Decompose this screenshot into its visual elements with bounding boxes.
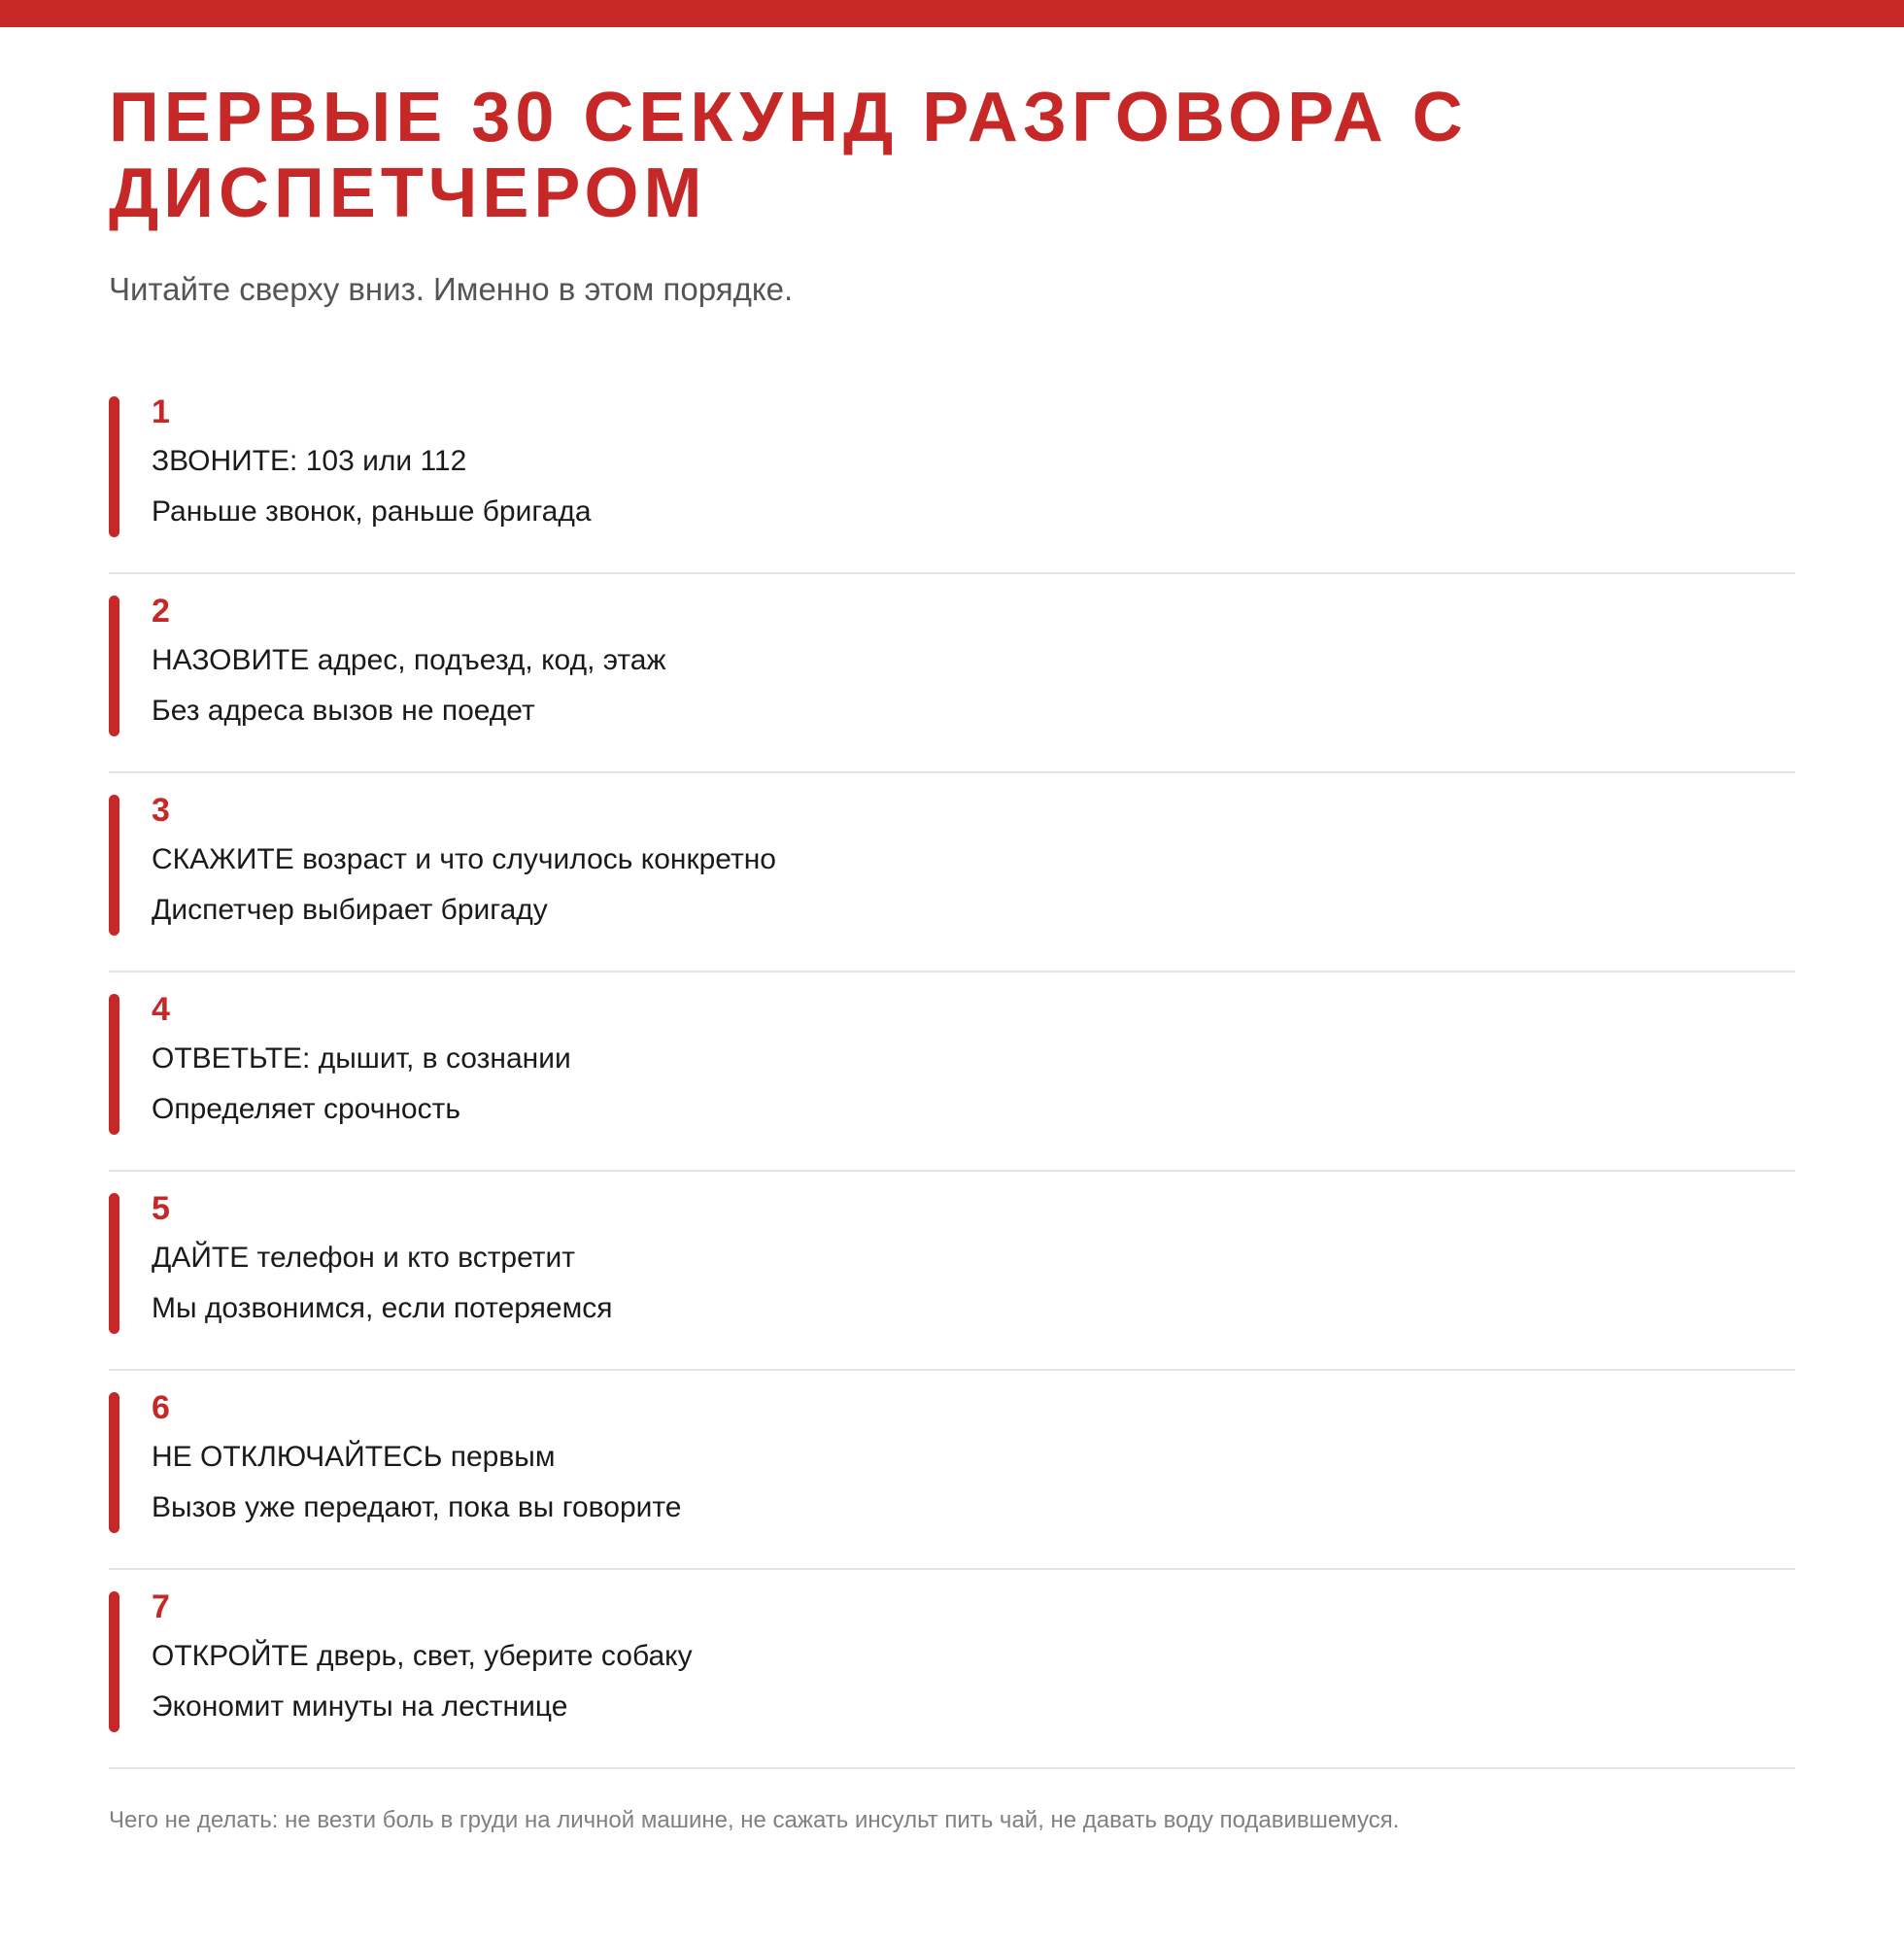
step-number: 3 (152, 792, 170, 829)
footnote-warning: Чего не делать: не везти боль в груди на личной машине, не сажать инсульт пить чай, не давать воду подавившемуся. (109, 1807, 1400, 1833)
step-accent-bar (109, 1591, 119, 1732)
step-reason: Экономит минуты на лестнице (152, 1690, 568, 1723)
step-item (109, 574, 1795, 773)
step-action: НАЗОВИТЕ адрес, подъезд, код, этаж (152, 644, 666, 676)
step-number: 4 (152, 991, 170, 1028)
step-number: 7 (152, 1588, 170, 1625)
step-reason: Мы дозвонимся, если потеряемся (152, 1292, 613, 1324)
step-item (109, 773, 1795, 972)
step-accent-bar (109, 795, 119, 936)
step-number: 1 (152, 393, 170, 430)
step-item (109, 972, 1795, 1172)
step-reason: Раньше звонок, раньше бригада (152, 495, 592, 528)
step-action: ОТКРОЙТЕ дверь, свет, уберите собаку (152, 1640, 693, 1672)
step-item (109, 1570, 1795, 1769)
step-number: 6 (152, 1389, 170, 1426)
step-number: 2 (152, 593, 170, 630)
step-action: ДАЙТЕ телефон и кто встретит (152, 1242, 576, 1274)
step-item (109, 1371, 1795, 1570)
step-accent-bar (109, 396, 119, 537)
step-action: СКАЖИТЕ возраст и что случилось конкретно (152, 843, 776, 875)
step-action: ЗВОНИТЕ: 103 или 112 (152, 445, 467, 477)
steps-list (109, 375, 1795, 1769)
step-item (109, 375, 1795, 574)
page-title: ПЕРВЫЕ 30 СЕКУНД РАЗГОВОРА С ДИСПЕТЧЕРОМ (109, 79, 1468, 232)
step-action: НЕ ОТКЛЮЧАЙТЕСЬ первым (152, 1441, 556, 1473)
step-item (109, 1172, 1795, 1371)
step-reason: Вызов уже передают, пока вы говорите (152, 1491, 682, 1523)
step-reason: Диспетчер выбирает бригаду (152, 894, 548, 926)
step-reason: Без адреса вызов не поедет (152, 695, 535, 727)
step-accent-bar (109, 1392, 119, 1533)
step-accent-bar (109, 1193, 119, 1334)
page-subtitle: Читайте сверху вниз. Именно в этом порядке. (109, 271, 794, 307)
step-accent-bar (109, 994, 119, 1135)
top-accent-bar (0, 0, 1904, 27)
step-action: ОТВЕТЬТЕ: дышит, в сознании (152, 1042, 571, 1075)
step-reason: Определяет срочность (152, 1093, 460, 1125)
step-accent-bar (109, 596, 119, 736)
step-number: 5 (152, 1190, 170, 1227)
